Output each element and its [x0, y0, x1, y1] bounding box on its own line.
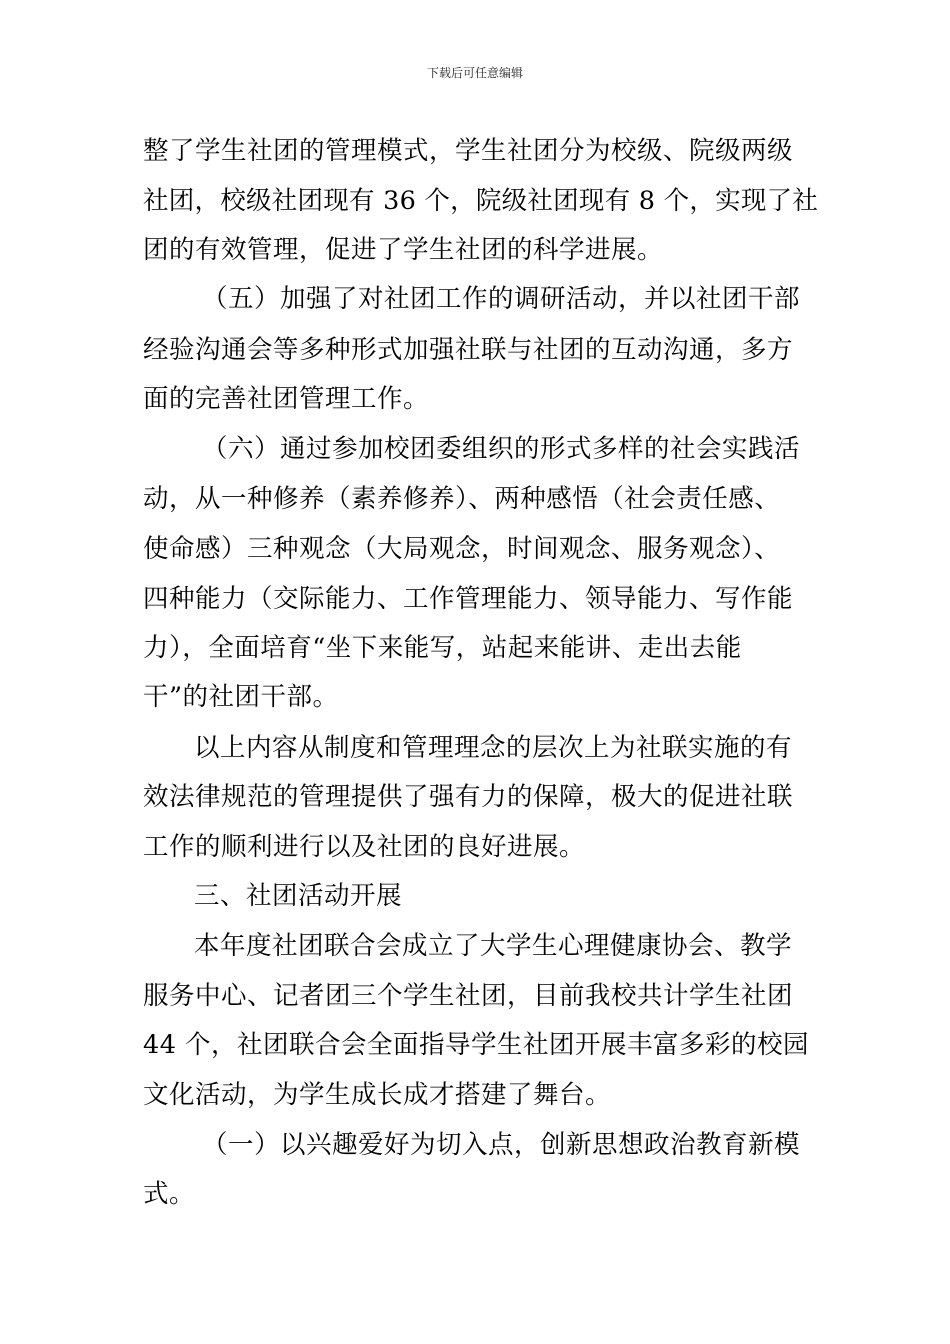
body-line: 式。: [143, 1179, 196, 1209]
body-line: 本年度社团联合会成立了大学生心理健康协会、教学: [194, 931, 793, 961]
body-line: 团的有效管理，促进了学生社团的科学进展。: [143, 235, 664, 265]
body-line: 四种能力（交际能力、工作管理能力、领导能力、写作能: [143, 584, 794, 614]
section-heading: 三、社团活动开展: [194, 881, 403, 911]
body-line: 效法律规范的管理提供了强有力的保障，极大的促进社联: [143, 782, 794, 812]
body-line: 社团，校级社团现有 36 个，院级社团现有 8 个，实现了社: [143, 186, 819, 216]
body-line: 干”的社团干部。: [143, 682, 339, 712]
body-line: 动，从一种修养（素养修养）、两种感悟（社会责任感、: [143, 484, 781, 514]
body-line: 以上内容从制度和管理理念的层次上为社联实施的有: [194, 733, 793, 763]
body-line: （五）加强了对社团工作的调研活动，并以社团干部: [202, 284, 801, 314]
body-line: 44 个，社团联合会全面指导学生社团开展丰富多彩的校园: [143, 1030, 810, 1060]
body-line: 面的完善社团管理工作。: [143, 384, 430, 414]
body-line: 服务中心、记者团三个学生社团，目前我校共计学生社团: [143, 981, 794, 1011]
body-line: 工作的顺利进行以及社团的良好进展。: [143, 832, 586, 862]
body-line: 力），全面培育“坐下来能写，站起来能讲、走出去能: [143, 633, 742, 663]
body-line: 文化活动，为学生成长成才搭建了舞台。: [143, 1080, 612, 1110]
body-line: 经验沟通会等多种形式加强社联与社团的互动沟通，多方: [143, 335, 794, 365]
body-line: （一）以兴趣爱好为切入点，创新思想政治教育新模: [202, 1130, 801, 1160]
body-line: 整了学生社团的管理模式，学生社团分为校级、院级两级: [143, 136, 794, 166]
body-line: 使命感）三种观念（大局观念，时间观念、服务观念）、: [143, 534, 781, 564]
body-line: （六）通过参加校团委组织的形式多样的社会实践活: [202, 434, 801, 464]
page-header-note: 下载后可任意编辑: [426, 66, 523, 80]
